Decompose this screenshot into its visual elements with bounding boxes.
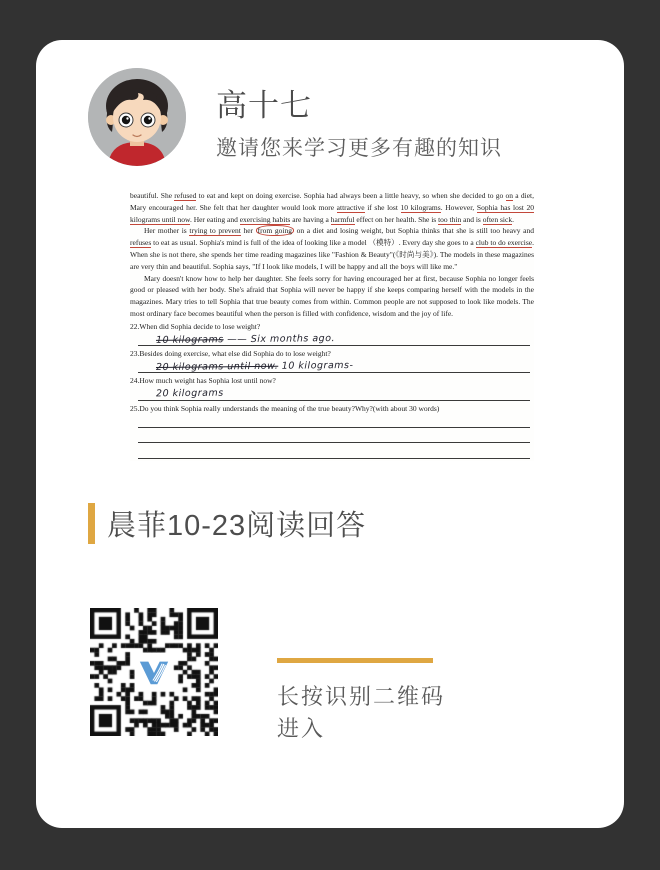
answer-line bbox=[138, 414, 530, 428]
question-label: 23.Besides doing exercise, what else did Sophia do to lose weight? bbox=[130, 349, 331, 359]
passage-paragraph: Her mother is trying to prevent her from going on a diet and losing weight, but Sophia thinks that she is still too heavy and refuses to eat as usual. Sophia's mind is full of the idea of looking like a model （模特）. Every day she goes to a club to do exercise. When she is not there, she spends her time reading magazines like "Fashion & Beauty"(《时尚与美》). The models in these magazines are very thin and beautiful. Sophia says, "If I look like models, I will be happy and all the boys will like me." bbox=[130, 226, 535, 271]
question-list bbox=[130, 321, 534, 459]
answer-line bbox=[138, 333, 530, 347]
avatar[interactable] bbox=[88, 68, 186, 166]
qr-hint bbox=[277, 658, 445, 745]
handwritten-answer: 20 kilograms bbox=[155, 387, 224, 400]
reading-passage bbox=[130, 190, 534, 320]
qr-hint-line2: 进入 bbox=[277, 716, 326, 741]
passage-paragraph: beautiful. She refused to eat and kept on doing exercise. Sophia had always been a little heavy, so when she decided to go on a diet, Mary encouraged her. She felt that her daughter would look more attractive if she lost 10 kilograms. However, Sophia has lost 20 kilograms until now. Her eating and exercising habits are having a harmful effect on her health. She is too thin and is often sick. bbox=[130, 191, 534, 224]
hint-accent-line bbox=[277, 658, 433, 663]
handwritten-answer: 20 kilograms until now. 10 kilograms- bbox=[155, 359, 354, 373]
answer-line bbox=[138, 445, 530, 459]
post-title: 晨菲10-23阅读回答 bbox=[107, 510, 367, 542]
answer-line bbox=[138, 360, 530, 374]
qr-center-logo bbox=[135, 653, 173, 691]
question-label: 24.How much weight has Sophia lost until now? bbox=[130, 376, 276, 386]
qr-code[interactable] bbox=[90, 608, 218, 736]
user-name: 高十七 bbox=[216, 88, 312, 123]
invite-subtitle: 邀请您来学习更多有趣的知识 bbox=[216, 137, 502, 160]
v-brand-icon bbox=[137, 655, 171, 689]
share-card bbox=[36, 40, 624, 828]
handwritten-answer: 10 kilograms —— Six months ago. bbox=[155, 332, 336, 346]
passage-paragraph: Mary doesn't know how to help her daughter. She feels sorry for having encouraged her at first, because Sophia no longer feels good or pleased with her body. She's afraid that Sophia will never be happy if she keeps comparing herself with the models in the magazines. Mary tries to tell Sophia that true beauty comes from within. Common people are not supposed to look like models. The most ordinary face becomes beautiful when the person is filled with confidence, wisdom and the joy of life. bbox=[130, 273, 534, 318]
post-title-row bbox=[88, 503, 366, 544]
question-label: 25.Do you think Sophia really understands the meaning of the true beauty?Why?(with about 30 words) bbox=[130, 403, 440, 413]
question-label: 22.When did Sophia decide to lose weight? bbox=[130, 321, 261, 331]
cartoon-boy-avatar-icon bbox=[88, 68, 186, 166]
title-accent-bar bbox=[88, 503, 95, 544]
qr-hint-line1: 长按识别二维码 bbox=[277, 684, 446, 709]
answer-line bbox=[138, 387, 530, 401]
answer-line bbox=[138, 430, 530, 444]
attachment-document-image[interactable] bbox=[130, 190, 534, 461]
